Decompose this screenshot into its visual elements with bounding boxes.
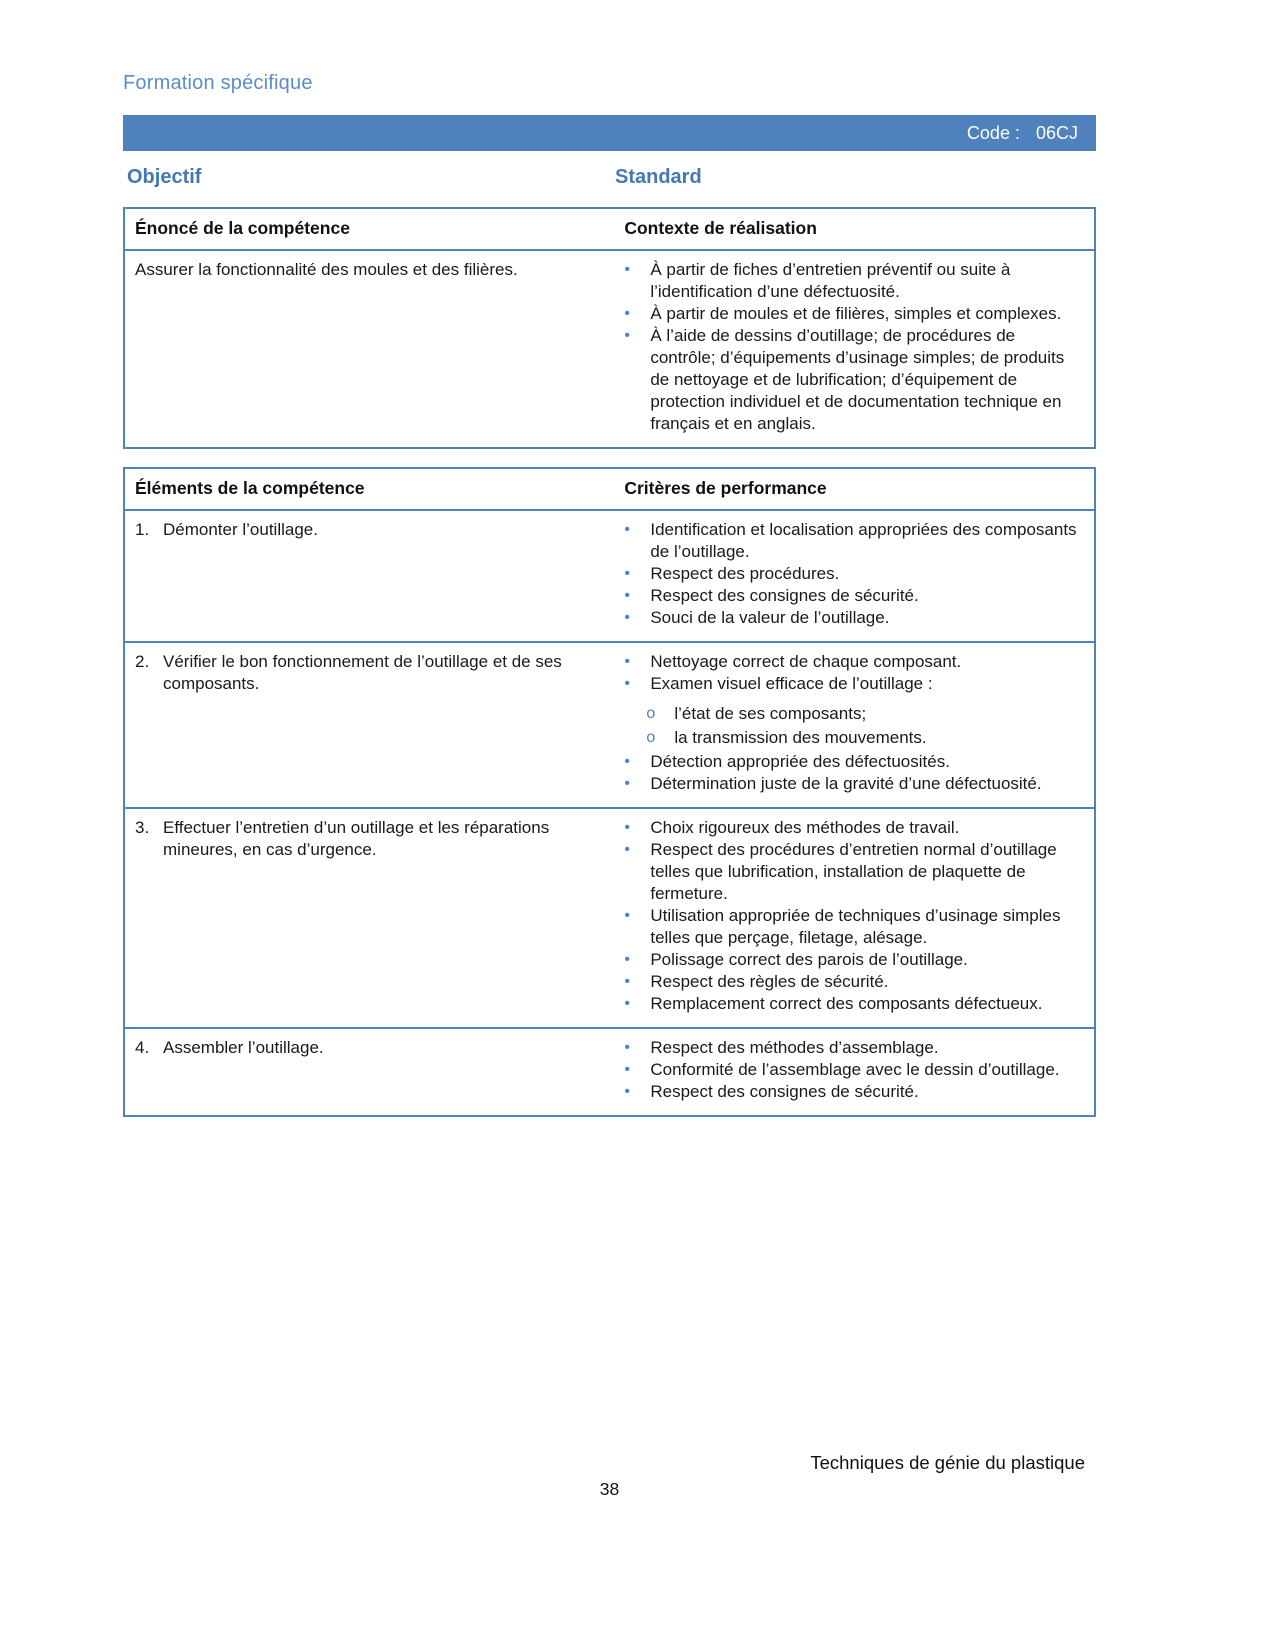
sub-bullet-text: la transmission des mouvements. <box>674 728 927 747</box>
bullet-text: Nettoyage correct de chaque composant. <box>650 652 962 671</box>
list-item <box>624 519 1084 563</box>
bullet-icon: • <box>624 973 630 990</box>
bullet-icon: • <box>624 587 630 604</box>
bullet-text: Respect des méthodes d’assemblage. <box>650 1038 939 1057</box>
column-headings <box>123 166 1096 192</box>
list-item <box>624 1059 1084 1081</box>
list-item <box>624 585 1084 607</box>
bullet-group <box>624 949 1084 971</box>
bullet-group <box>624 673 1084 749</box>
bullet-text: Détection appropriée des défectuosités. <box>650 752 950 771</box>
table-header-row <box>124 208 1095 250</box>
bullet-icon: • <box>624 1083 630 1100</box>
table-row <box>124 1028 1095 1116</box>
list-item <box>624 673 1084 695</box>
bullet-text: Respect des procédures. <box>650 564 840 583</box>
bullet-group <box>624 1037 1084 1059</box>
bullet-icon: • <box>624 305 630 322</box>
sub-list-item <box>646 727 1084 749</box>
bullet-group <box>624 817 1084 839</box>
bullet-group <box>624 651 1084 673</box>
bullet-group <box>624 751 1084 773</box>
numbered-item <box>135 651 604 695</box>
sub-bullet-icon: o <box>646 705 656 722</box>
list-item <box>624 325 1084 435</box>
bullet-icon: • <box>624 1061 630 1078</box>
code-value: 06CJ <box>1035 122 1078 143</box>
bullet-text: À partir de moules et de filières, simples et complexes. <box>650 304 1062 323</box>
element-cell <box>124 250 614 448</box>
bullet-group <box>624 993 1084 1015</box>
code-bar <box>123 115 1096 151</box>
section-label: Formation spécifique <box>123 72 313 94</box>
bullet-group <box>624 585 1084 607</box>
row-number: 2. <box>135 652 150 671</box>
bullet-icon: • <box>624 951 630 968</box>
table-header-left: Énoncé de la compétence <box>124 208 614 250</box>
bullet-icon: • <box>624 819 630 836</box>
element-cell <box>124 1028 614 1116</box>
row-text: Vérifier le bon fonctionnement de l’outillage et de ses composants. <box>163 652 562 693</box>
list-item <box>624 773 1084 795</box>
criteria-cell <box>614 642 1095 808</box>
criteria-cell <box>614 808 1095 1028</box>
list-item <box>624 905 1084 949</box>
bullet-group <box>624 971 1084 993</box>
page-number: 38 <box>599 1479 620 1499</box>
numbered-item <box>135 1037 604 1059</box>
bullet-text: Choix rigoureux des méthodes de travail. <box>650 818 960 837</box>
bullet-text: Utilisation appropriée de techniques d’usinage simples telles que perçage, filetage, alésage. <box>650 906 1061 947</box>
bullet-group <box>624 607 1084 629</box>
element-cell <box>124 808 614 1028</box>
bullet-icon: • <box>624 327 630 344</box>
list-item <box>624 259 1084 303</box>
bullet-group <box>624 563 1084 585</box>
sub-list-item <box>646 703 1084 725</box>
bullet-text: Identification et localisation appropriées des composants de l’outillage. <box>650 520 1077 561</box>
bullet-text: Polissage correct des parois de l’outillage. <box>650 950 968 969</box>
bullet-group <box>624 259 1084 303</box>
bullet-icon: • <box>624 565 630 582</box>
bullet-text: Examen visuel efficace de l’outillage : <box>650 674 933 693</box>
list-item <box>624 993 1084 1015</box>
bullet-text: Respect des consignes de sécurité. <box>650 586 919 605</box>
list-item <box>624 751 1084 773</box>
list-item <box>624 817 1084 839</box>
list-item <box>624 607 1084 629</box>
table-header-left: Éléments de la compétence <box>124 468 614 510</box>
table-row <box>124 510 1095 642</box>
row-text: Assurer la fonctionnalité des moules et des filières. <box>135 260 518 279</box>
bullet-icon: • <box>624 521 630 538</box>
bullet-group <box>624 839 1084 905</box>
row-number: 4. <box>135 1038 150 1057</box>
bullet-group <box>624 1081 1084 1103</box>
bullet-text: Remplacement correct des composants défectueux. <box>650 994 1043 1013</box>
bullet-text: À partir de fiches d’entretien préventif ou suite à l’identification d’une défectuosité. <box>650 260 1011 301</box>
bullet-group <box>624 303 1084 325</box>
list-item <box>624 971 1084 993</box>
row-text: Démonter l’outillage. <box>163 520 318 539</box>
list-item <box>624 1037 1084 1059</box>
bullet-icon: • <box>624 995 630 1012</box>
table-row <box>124 808 1095 1028</box>
bullet-icon: • <box>624 775 630 792</box>
bullet-group <box>624 519 1084 563</box>
table-header-right: Critères de performance <box>614 468 1095 510</box>
page-content <box>123 0 1096 1117</box>
element-cell <box>124 510 614 642</box>
objectif-heading: Objectif <box>127 166 202 188</box>
bullet-text: Détermination juste de la gravité d’une défectuosité. <box>650 774 1042 793</box>
list-item <box>624 1081 1084 1103</box>
bullet-text: Conformité de l’assemblage avec le dessin d’outillage. <box>650 1060 1060 1079</box>
sub-bullet-text: l’état de ses composants; <box>674 704 867 723</box>
bullet-group <box>624 325 1084 435</box>
bullet-group <box>624 773 1084 795</box>
row-number: 3. <box>135 818 150 837</box>
bullet-icon: • <box>624 675 630 692</box>
bullet-text: Respect des consignes de sécurité. <box>650 1082 919 1101</box>
list-item <box>624 949 1084 971</box>
table-row <box>124 250 1095 448</box>
bullet-icon: • <box>624 653 630 670</box>
element-cell <box>124 642 614 808</box>
bullet-icon: • <box>624 753 630 770</box>
criteria-cell <box>614 1028 1095 1116</box>
competence-table <box>123 207 1096 449</box>
numbered-item <box>135 519 604 541</box>
bullet-text: Souci de la valeur de l’outillage. <box>650 608 890 627</box>
list-item <box>624 563 1084 585</box>
table-header-row <box>124 468 1095 510</box>
code-label: Code : <box>966 122 1020 143</box>
sub-bullet-icon: o <box>646 729 656 746</box>
bullet-text: Respect des procédures d’entretien normal d’outillage telles que lubrification, installation de plaquette de fermeture. <box>650 840 1057 903</box>
row-number: 1. <box>135 520 150 539</box>
elements-table <box>123 467 1096 1117</box>
bullet-icon: • <box>624 1039 630 1056</box>
list-item <box>624 839 1084 905</box>
criteria-cell <box>614 510 1095 642</box>
criteria-cell <box>614 250 1095 448</box>
bullet-icon: • <box>624 261 630 278</box>
bullet-text: À l’aide de dessins d’outillage; de procédures de contrôle; d’équipements d’usinage simples; de produits de nettoyage et de lubrification; d’équipement de protection individuel et de documentation technique en français et en anglais. <box>650 326 1065 433</box>
bullet-icon: • <box>624 609 630 626</box>
footer-text: Techniques de génie du plastique <box>810 1452 1085 1473</box>
row-text: Assembler l’outillage. <box>163 1038 324 1057</box>
bullet-icon: • <box>624 907 630 924</box>
standard-heading: Standard <box>615 166 702 188</box>
list-item <box>624 651 1084 673</box>
bullet-text: Respect des règles de sécurité. <box>650 972 889 991</box>
bullet-group <box>624 905 1084 949</box>
numbered-item <box>135 817 604 861</box>
table-header-right: Contexte de réalisation <box>614 208 1095 250</box>
table-row <box>124 642 1095 808</box>
bullet-group <box>624 1059 1084 1081</box>
row-text: Effectuer l’entretien d’un outillage et les réparations mineures, en cas d’urgence. <box>163 818 550 859</box>
bullet-icon: • <box>624 841 630 858</box>
list-item <box>624 303 1084 325</box>
